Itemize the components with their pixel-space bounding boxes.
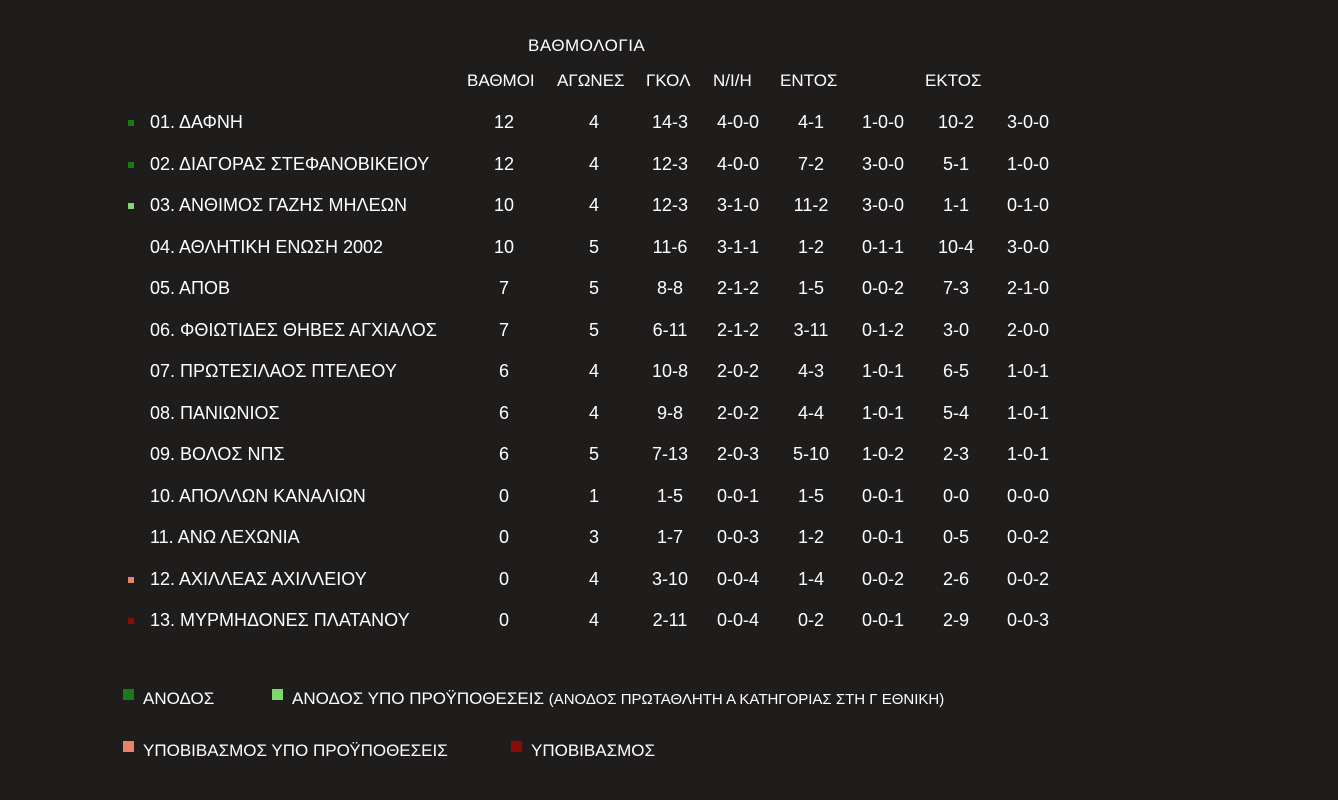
table-row: [0, 318, 1338, 346]
cell-home-goals: 3-11: [793, 319, 829, 340]
cell-points: 12: [493, 112, 515, 132]
cell-home-wdl: 0-0-1: [861, 527, 905, 547]
table-row: [0, 401, 1338, 429]
cell-games: 4: [588, 402, 599, 423]
cell-goals: 7-13: [651, 444, 689, 464]
table-row: [0, 525, 1338, 553]
table-row: [0, 484, 1338, 512]
header-wdl: Ν/Ι/Η: [713, 71, 752, 90]
legend-swatch-conditional-relegation: [123, 741, 134, 752]
cell-away-wdl: 1-0-1: [1006, 444, 1050, 464]
cell-home-wdl: 1-0-0: [861, 112, 905, 132]
cell-wdl: 2-1-2: [716, 319, 760, 340]
legend-label-conditional-relegation: ΥΠΟΒΙΒΑΣΜΟΣ ΥΠΟ ΠΡΟΫΠΟΘΕΣΕΙΣ: [143, 741, 448, 760]
cell-away-goals: 1-1: [942, 195, 969, 215]
cell-away-goals: 10-2: [937, 112, 975, 132]
cell-home-goals: 1-2: [797, 236, 824, 257]
cell-home-goals: 4-1: [797, 112, 824, 132]
cell-games: 5: [588, 236, 599, 257]
table-row: [0, 193, 1338, 221]
cell-home-goals: 1-5: [797, 485, 824, 506]
cell-points: 12: [493, 153, 515, 174]
cell-wdl: 2-1-2: [716, 278, 760, 298]
cell-home-wdl: 0-0-1: [861, 610, 905, 630]
cell-home-goals: 4-4: [797, 402, 824, 423]
header-home: ΕΝΤΟΣ: [780, 71, 838, 90]
legend-swatch-conditional-promotion: [272, 689, 283, 700]
cell-home-goals: 4-3: [797, 361, 824, 381]
cell-games: 4: [588, 610, 599, 630]
cell-points: 0: [498, 568, 509, 589]
cell-points: 10: [493, 195, 515, 215]
standings-title: ΒΑΘΜΟΛΟΓΙΑ: [528, 36, 646, 55]
cell-games: 3: [588, 527, 599, 547]
table-row: [0, 152, 1338, 180]
table-row: [0, 567, 1338, 595]
cell-goals: 12-3: [651, 195, 689, 215]
status-marker: [128, 618, 134, 624]
cell-away-wdl: 1-0-1: [1006, 361, 1050, 381]
cell-goals: 10-8: [651, 361, 689, 381]
cell-games: 5: [588, 319, 599, 340]
cell-points: 0: [498, 527, 509, 547]
team-name: 13. ΜΥΡΜΗΔΟΝΕΣ ΠΛΑΤΑΝΟΥ: [150, 610, 410, 630]
cell-away-wdl: 2-0-0: [1006, 319, 1050, 340]
cell-games: 1: [588, 485, 599, 506]
cell-wdl: 0-0-4: [716, 610, 760, 630]
table-row: [0, 359, 1338, 387]
team-name: 01. ΔΑΦΝΗ: [150, 112, 243, 132]
status-marker: [128, 577, 134, 583]
header-points: ΒΑΘΜΟΙ: [467, 71, 535, 90]
cell-points: 10: [493, 236, 515, 257]
cell-away-wdl: 2-1-0: [1006, 278, 1050, 298]
cell-home-goals: 1-5: [797, 278, 824, 298]
cell-wdl: 2-0-2: [716, 402, 760, 423]
cell-away-wdl: 1-0-1: [1006, 402, 1050, 423]
cell-points: 7: [498, 319, 509, 340]
cell-goals: 8-8: [656, 278, 683, 298]
cell-away-goals: 6-5: [942, 361, 969, 381]
cell-home-wdl: 1-0-1: [861, 402, 905, 423]
cell-points: 0: [498, 610, 509, 630]
cell-away-goals: 7-3: [942, 278, 969, 298]
cell-wdl: 4-0-0: [716, 112, 760, 132]
cell-home-wdl: 0-0-2: [861, 278, 905, 298]
cell-away-wdl: 0-0-0: [1006, 485, 1050, 506]
cell-away-wdl: 1-0-0: [1006, 153, 1050, 174]
cell-away-goals: 2-3: [942, 444, 969, 464]
cell-wdl: 0-0-1: [716, 485, 760, 506]
team-name: 08. ΠΑΝΙΩΝΙΟΣ: [150, 402, 280, 423]
team-name: 05. ΑΠΟΒ: [150, 278, 231, 298]
team-name: 10. ΑΠΟΛΛΩΝ ΚΑΝΑΛΙΩΝ: [150, 485, 366, 506]
cell-home-wdl: 0-0-1: [861, 485, 905, 506]
cell-home-wdl: 3-0-0: [861, 195, 905, 215]
cell-goals: 3-10: [651, 568, 689, 589]
cell-away-goals: 5-4: [942, 402, 969, 423]
cell-away-goals: 0-5: [942, 527, 969, 547]
cell-away-wdl: 0-0-2: [1006, 527, 1050, 547]
cell-home-wdl: 3-0-0: [861, 153, 905, 174]
cell-home-goals: 1-4: [797, 568, 824, 589]
cell-points: 6: [498, 361, 509, 381]
team-name: 07. ΠΡΩΤΕΣΙΛΑΟΣ ΠΤΕΛΕΟΥ: [150, 361, 397, 381]
team-name: 04. ΑΘΛΗΤΙΚΗ ΕΝΩΣΗ 2002: [150, 236, 383, 257]
cell-games: 4: [588, 361, 599, 381]
cell-away-goals: 5-1: [942, 153, 969, 174]
cell-away-goals: 10-4: [937, 236, 975, 257]
header-games: ΑΓΩΝΕΣ: [557, 71, 625, 90]
cell-away-goals: 0-0: [942, 485, 969, 506]
table-row: [0, 442, 1338, 470]
legend-note-conditional-promotion: (ΑΝΟΔΟΣ ΠΡΩΤΑΘΛΗΤΗ Α ΚΑΤΗΓΟΡΙΑΣ ΣΤΗ Γ ΕΘΝΙΚΗ): [548, 691, 945, 708]
table-row: [0, 235, 1338, 263]
cell-wdl: 4-0-0: [716, 153, 760, 174]
cell-goals: 1-7: [656, 527, 683, 547]
status-marker: [128, 162, 134, 168]
team-name: 06. ΦΘΙΩΤΙΔΕΣ ΘΗΒΕΣ ΑΓΧΙΑΛΟΣ: [150, 319, 437, 340]
cell-home-wdl: 1-0-2: [861, 444, 905, 464]
cell-home-goals: 7-2: [797, 153, 824, 174]
cell-goals: 11-6: [652, 236, 688, 257]
cell-away-goals: 2-9: [942, 610, 969, 630]
cell-wdl: 3-1-0: [716, 195, 760, 215]
team-name: 02. ΔΙΑΓΟΡΑΣ ΣΤΕΦΑΝΟΒΙΚΕΙΟΥ: [150, 153, 430, 174]
legend-label-relegation: ΥΠΟΒΙΒΑΣΜΟΣ: [531, 741, 655, 760]
cell-games: 4: [588, 153, 599, 174]
legend-swatch-relegation: [511, 741, 522, 752]
cell-points: 7: [498, 278, 509, 298]
cell-goals: 14-3: [651, 112, 689, 132]
cell-wdl: 2-0-2: [716, 361, 760, 381]
cell-home-wdl: 0-1-2: [861, 319, 905, 340]
status-marker: [128, 120, 134, 126]
cell-goals: 2-11: [652, 610, 688, 630]
legend-label-promotion: ΑΝΟΔΟΣ: [143, 689, 215, 708]
cell-home-wdl: 0-0-2: [861, 568, 905, 589]
status-marker: [128, 203, 134, 209]
cell-points: 6: [498, 402, 509, 423]
cell-home-goals: 0-2: [797, 610, 824, 630]
cell-home-goals: 5-10: [792, 444, 830, 464]
cell-wdl: 3-1-1: [716, 236, 760, 257]
legend-swatch-promotion: [123, 689, 134, 700]
header-goals: ΓΚΟΛ: [646, 71, 691, 90]
cell-wdl: 2-0-3: [716, 444, 760, 464]
cell-goals: 6-11: [652, 319, 688, 340]
team-name: 03. ΑΝΘΙΜΟΣ ΓΑΖΗΣ ΜΗΛΕΩΝ: [150, 195, 408, 215]
cell-away-goals: 2-6: [942, 568, 969, 589]
cell-games: 4: [588, 112, 599, 132]
legend-label-conditional-promotion: ΑΝΟΔΟΣ ΥΠΟ ΠΡΟΫΠΟΘΕΣΕΙΣ: [292, 689, 544, 708]
cell-home-goals: 11-2: [793, 195, 829, 215]
cell-games: 4: [588, 568, 599, 589]
cell-home-wdl: 0-1-1: [861, 236, 905, 257]
cell-goals: 9-8: [656, 402, 683, 423]
cell-games: 4: [588, 195, 599, 215]
cell-away-wdl: 0-0-2: [1006, 568, 1050, 589]
cell-home-goals: 1-2: [797, 527, 824, 547]
header-away: ΕΚΤΟΣ: [925, 71, 982, 90]
cell-points: 0: [498, 485, 509, 506]
cell-home-wdl: 1-0-1: [861, 361, 905, 381]
table-row: [0, 276, 1338, 304]
cell-wdl: 0-0-3: [716, 527, 760, 547]
cell-away-wdl: 3-0-0: [1006, 236, 1050, 257]
cell-points: 6: [498, 444, 509, 464]
team-name: 11. ΑΝΩ ΛΕΧΩΝΙΑ: [150, 527, 300, 547]
table-row: [0, 608, 1338, 636]
cell-away-goals: 3-0: [942, 319, 969, 340]
cell-games: 5: [588, 278, 599, 298]
cell-away-wdl: 0-1-0: [1006, 195, 1050, 215]
cell-goals: 12-3: [651, 153, 689, 174]
table-row: [0, 110, 1338, 138]
cell-away-wdl: 3-0-0: [1006, 112, 1050, 132]
cell-away-wdl: 0-0-3: [1006, 610, 1050, 630]
cell-wdl: 0-0-4: [716, 568, 760, 589]
cell-games: 5: [588, 444, 599, 464]
team-name: 09. ΒΟΛΟΣ ΝΠΣ: [150, 444, 285, 464]
cell-goals: 1-5: [656, 485, 683, 506]
team-name: 12. ΑΧΙΛΛΕΑΣ ΑΧΙΛΛΕΙΟΥ: [150, 568, 367, 589]
